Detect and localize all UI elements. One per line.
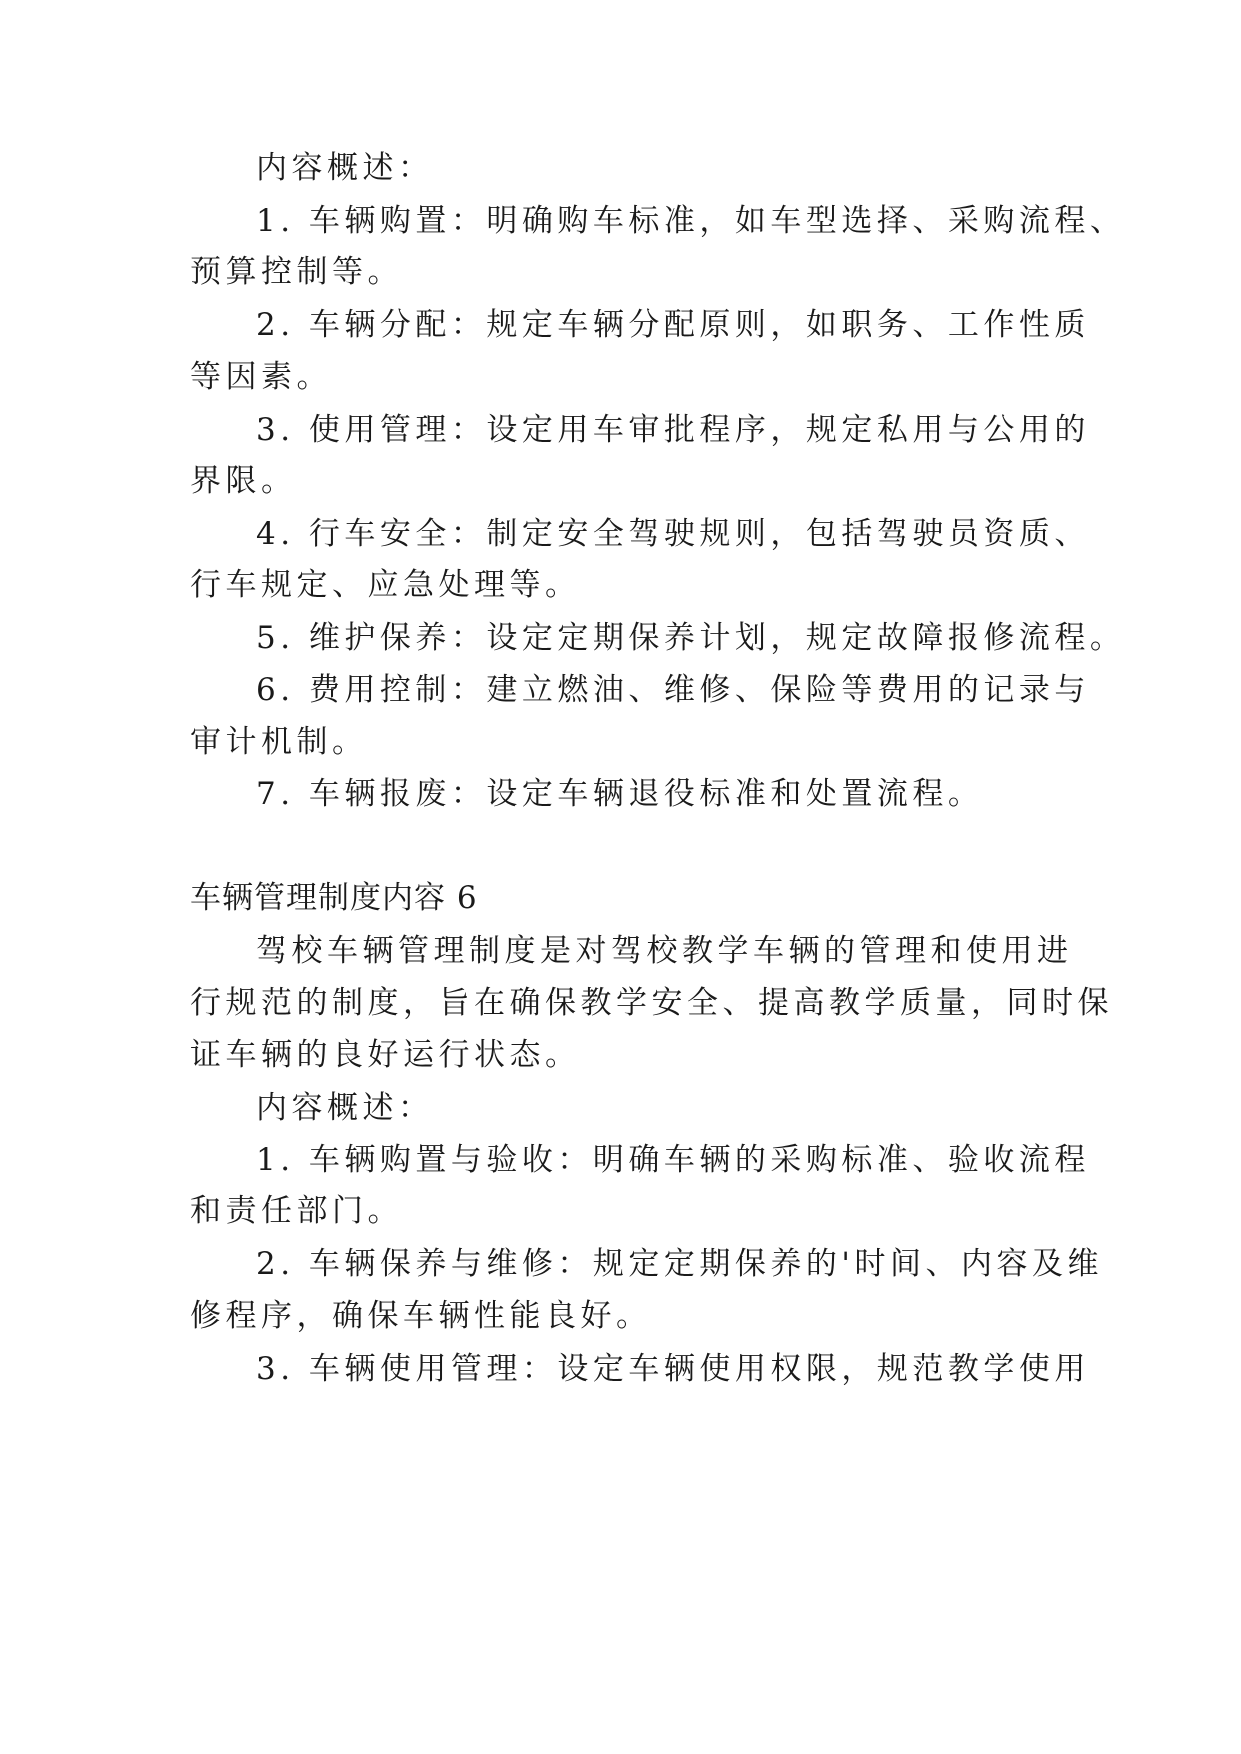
list-item-safety-line2: 行车规定、应急处理等。: [190, 567, 581, 603]
list-item-safety-line1: 4. 行车安全：制定安全驾驶规则，包括驾驶员资质、: [256, 516, 1090, 552]
overview-label: 内容概述：: [256, 150, 434, 186]
list-item-repair-line2: 修程序，确保车辆性能良好。: [190, 1298, 652, 1334]
list-item-allocation-line1: 2. 车辆分配：规定车辆分配原则，如职务、工作性质: [256, 307, 1090, 343]
list-item-repair-line1: 2. 车辆保养与维修：规定定期保养的'时间、内容及维: [256, 1246, 1103, 1282]
list-item-scrap-line1: 7. 车辆报废：设定车辆退役标准和处置流程。: [256, 776, 984, 812]
list-item-cost-line2: 审计机制。: [190, 724, 368, 760]
section-heading: 车辆管理制度内容 6: [190, 880, 478, 916]
list-item-maintenance-line1: 5. 维护保养：设定定期保养计划，规定故障报修流程。: [256, 620, 1126, 656]
list-item-purchase-line2: 预算控制等。: [190, 254, 403, 290]
intro-paragraph-line2: 行规范的制度，旨在确保教学安全、提高教学质量，同时保: [190, 985, 1113, 1021]
list-item-acceptance-line1: 1. 车辆购置与验收：明确车辆的采购标准、验收流程: [256, 1142, 1090, 1178]
list-item-usage-line1: 3. 使用管理：设定用车审批程序，规定私用与公用的: [256, 412, 1090, 448]
list-item-usage-mgmt-line1: 3. 车辆使用管理：设定车辆使用权限，规范教学使用: [256, 1351, 1090, 1387]
list-item-allocation-line2: 等因素。: [190, 359, 332, 395]
overview-label-2: 内容概述：: [256, 1090, 434, 1126]
list-item-usage-line2: 界限。: [190, 463, 297, 499]
list-item-cost-line1: 6. 费用控制：建立燃油、维修、保险等费用的记录与: [256, 672, 1090, 708]
list-item-purchase-line1: 1. 车辆购置：明确购车标准，如车型选择、采购流程、: [256, 203, 1126, 239]
intro-paragraph-line1: 驾校车辆管理制度是对驾校教学车辆的管理和使用进: [256, 933, 1073, 969]
list-item-acceptance-line2: 和责任部门。: [190, 1193, 403, 1229]
intro-paragraph-line3: 证车辆的良好运行状态。: [190, 1037, 581, 1073]
